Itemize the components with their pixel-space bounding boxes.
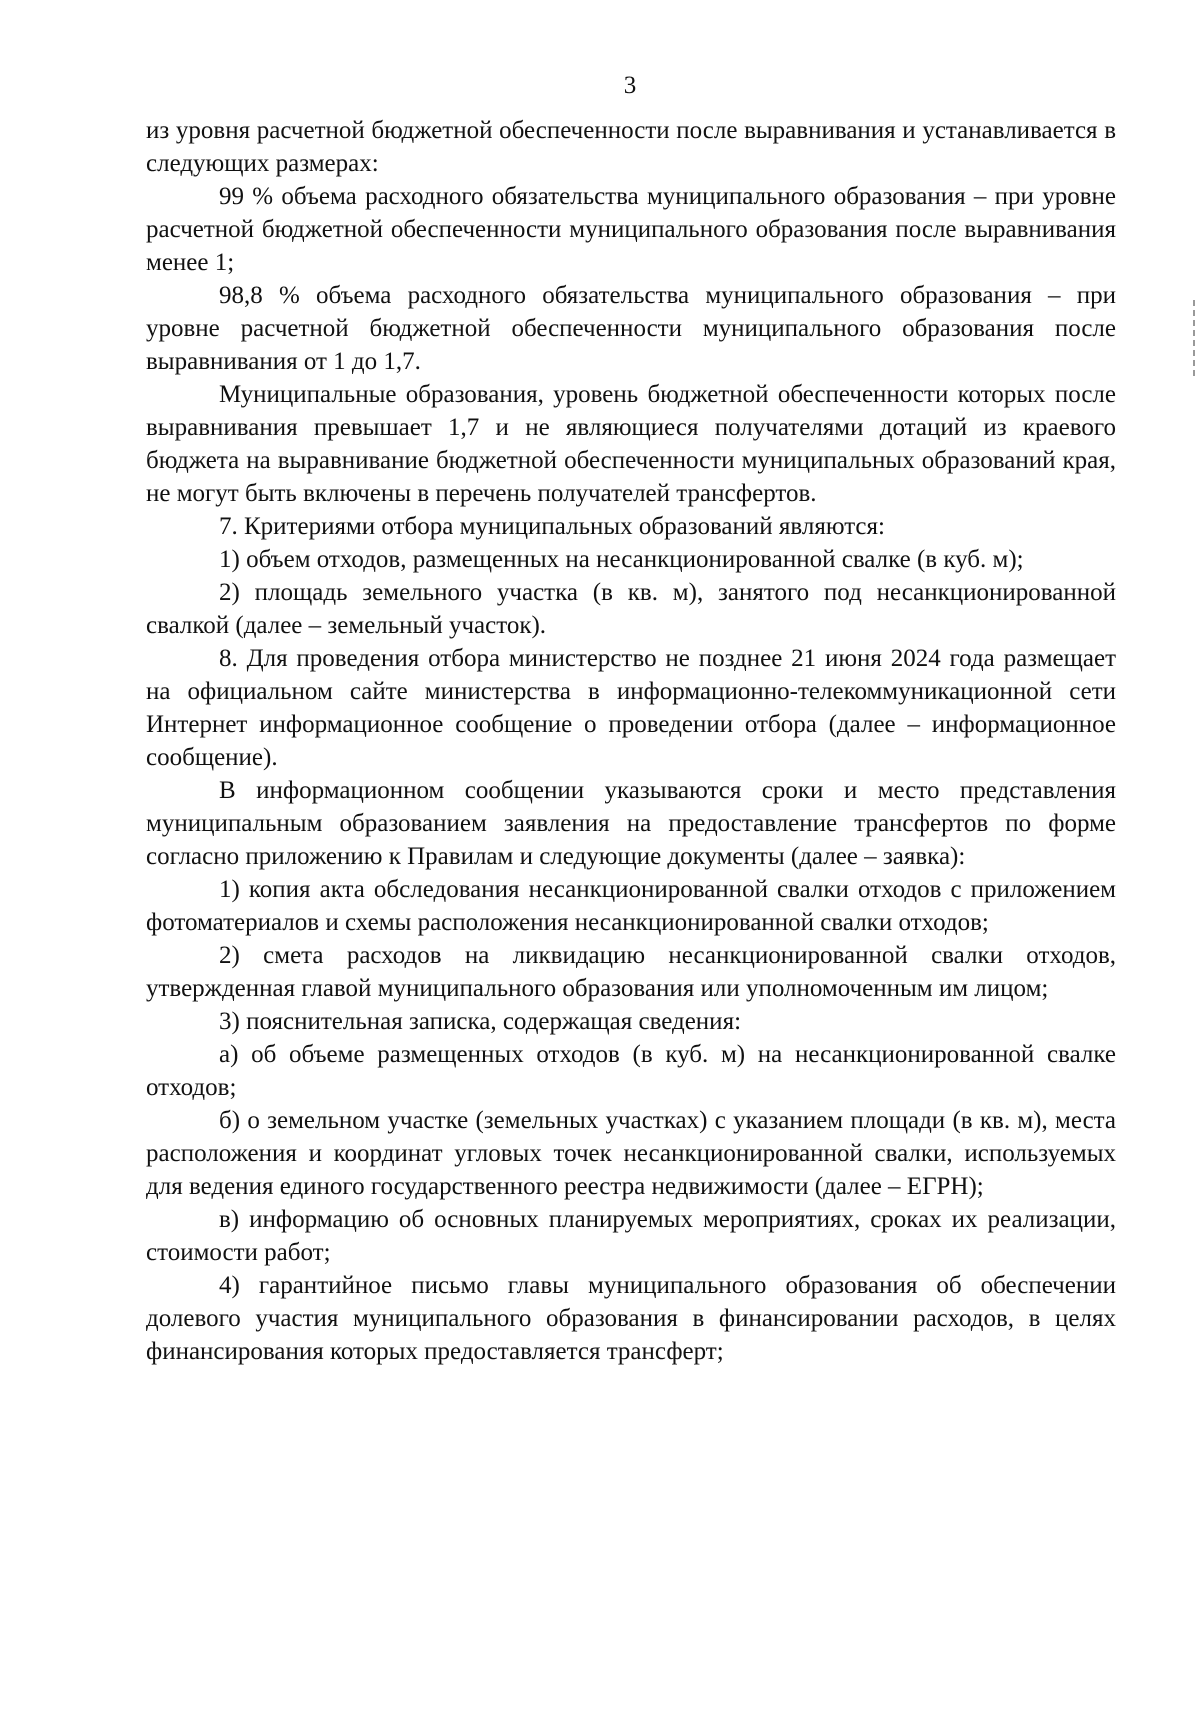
paragraph-document-4: 4) гарантийное письмо главы муниципального образования об обеспечении долевого участия муниципального образования в финансировании расходов, в целях финансирования которых предоставляется трансферт;: [146, 1272, 1116, 1365]
document-body: [146, 114, 1116, 1368]
paragraph-98-8-percent: 98,8 % объема расходного обязательства муниципального образования – при уровне расчетной бюджетной обеспеченности муниципального образования после выравнивания от 1 до 1,7.: [146, 282, 1116, 375]
paragraph-document-1: 1) копия акта обследования несанкционированной свалки отходов с приложением фотоматериалов и схемы расположения несанкционированной свалки отходов;: [146, 876, 1116, 936]
paragraph-item-7: 7. Критериями отбора муниципальных образований являются:: [219, 513, 885, 540]
paragraph-criterion-1: 1) объем отходов, размещенных на несанкционированной свалке (в куб. м);: [219, 546, 1024, 573]
paragraph-document-2: 2) смета расходов на ликвидацию несанкционированной свалки отходов, утвержденная главой муниципального образования или уполномоченным им лицом;: [146, 942, 1116, 1002]
paragraph-document-3: 3) пояснительная записка, содержащая сведения:: [219, 1008, 742, 1035]
page-number: 3: [623, 72, 637, 99]
paragraph-item-8: 8. Для проведения отбора министерство не позднее 21 июня 2024 года размещает на официальном сайте министерства в информационно-телекоммуникационной сети Интернет информационное сообщение о проведении отбора (далее – информационное сообщение).: [146, 645, 1116, 771]
paragraph-criterion-2: 2) площадь земельного участка (в кв. м), занятого под несанкционированной свалкой (далее – земельный участок).: [146, 579, 1116, 639]
paragraph-continuation: из уровня расчетной бюджетной обеспеченности после выравнивания и устанавливается в следующих размерах:: [146, 117, 1116, 177]
paragraph-subitem-a: а) об объеме размещенных отходов (в куб. м) на несанкционированной свалке отходов;: [146, 1041, 1116, 1101]
paragraph-subitem-v: в) информацию об основных планируемых мероприятиях, сроках их реализации, стоимости работ;: [146, 1206, 1116, 1266]
paragraph-information-message: В информационном сообщении указываются сроки и место представления муниципальным образованием заявления на предоставление трансфертов по форме согласно приложению к Правилам и следующие документы (далее – заявка):: [146, 777, 1116, 870]
paragraph-99-percent: 99 % объема расходного обязательства муниципального образования – при уровне расчетной бюджетной обеспеченности муниципального образования после выравнивания менее 1;: [146, 183, 1116, 276]
paragraph-excluded-municipalities: Муниципальные образования, уровень бюджетной обеспеченности которых после выравнивания превышает 1,7 и не являющиеся получателями дотаций из краевого бюджета на выравнивание бюджетной обеспеченности муниципальных образований края, не могут быть включены в перечень получателей трансфертов.: [146, 381, 1116, 507]
scan-edge-mark: [1193, 300, 1195, 380]
paragraph-subitem-b: б) о земельном участке (земельных участках) с указанием площади (в кв. м), места расположения и координат угловых точек несанкционированной свалки, используемых для ведения единого государственного реестра недвижимости (далее – ЕГРН);: [146, 1107, 1116, 1200]
